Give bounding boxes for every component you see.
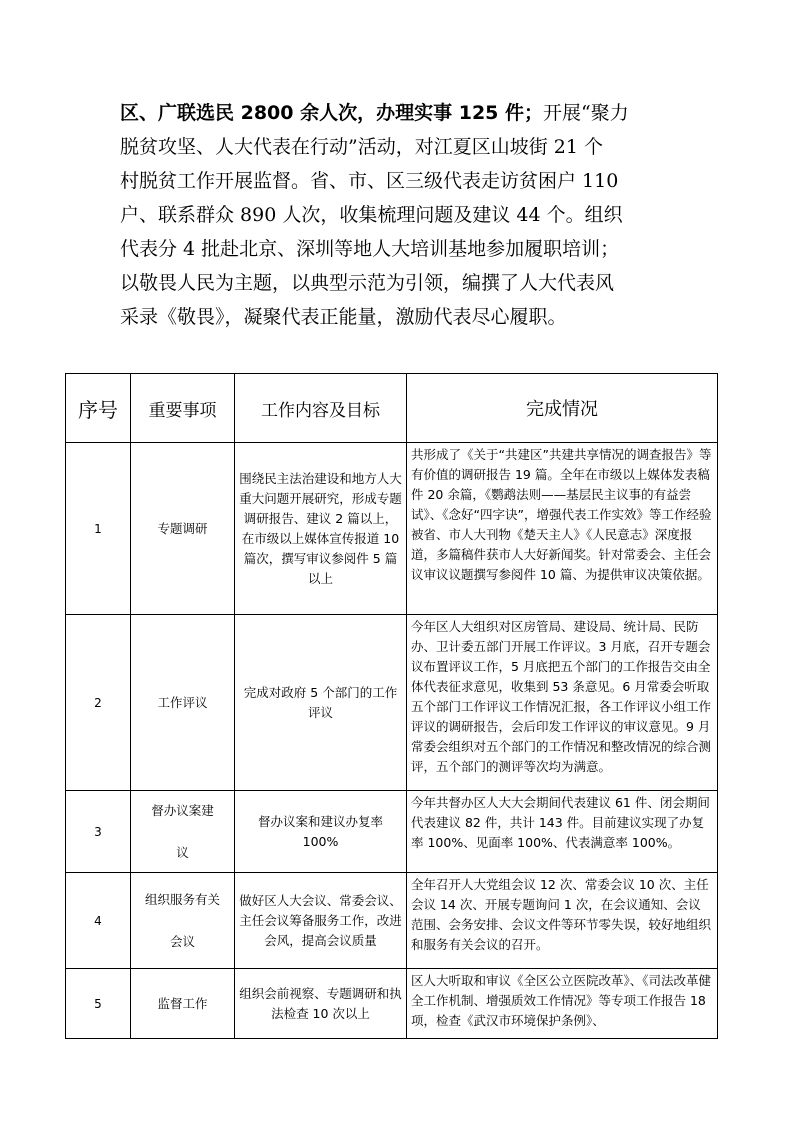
- row-goal: 组织会前视察、专题调研和执法检查 10 次以上: [235, 969, 407, 1039]
- row-no: 1: [66, 443, 131, 615]
- paragraph-line-4: 户、联系群众 890 人次，收集梳理问题及建议 44 个。组织: [120, 204, 623, 226]
- row-done: 共形成了《关于“共建区”共建共享情况的调查报告》等有价值的调研报告 19 篇。全年在市级以上媒体发表稿件 20 余篇，《鹦鹉法则——基层民主议事的有益尝试》、《念好“四字诀”，增强代表工作实效》等工作经验被省、市人大刊物《楚天主人》《人民意志》深度报道，多篇稿件获市人大好新闻奖。针对常委会、主任会议审议议题撰写参阅件 10 篇、为提供审议决策依据。: [407, 443, 718, 615]
- paragraph-line-3: 村脱贫工作开展监督。省、市、区三级代表走访贫困户 110: [120, 170, 619, 192]
- row-item-line-2: 会议: [169, 933, 195, 949]
- row-goal: 督办议案和建议办复率 100%: [235, 791, 407, 873]
- header-item: 重要事项: [131, 374, 235, 443]
- row-item: 工作评议: [131, 615, 235, 791]
- table-row: [66, 969, 718, 1039]
- body-paragraph: [120, 96, 680, 334]
- header-goal: 工作内容及目标: [235, 374, 407, 443]
- row-done: 区人大听取和审议《全区公立医院改革》、《司法改革健全工作机制、增强质效工作情况》等专项工作报告 18 项，检查《武汉市环境保护条例》、: [407, 969, 718, 1039]
- row-done: 今年共督办区人大大会期间代表建议 61 件、闭会期间代表建议 82 件，共计 143 件。目前建议实现了办复率 100%、见面率 100%、代表满意率 100%。: [407, 791, 718, 873]
- header-done: 完成情况: [407, 374, 718, 443]
- row-no: 4: [66, 873, 131, 969]
- paragraph-line-2: 脱贫攻坚、人大代表在行动”活动，对江夏区山坡街 21 个: [120, 136, 603, 158]
- paragraph-line-1: [120, 96, 680, 130]
- row-goal: 完成对政府 5 个部门的工作评议: [235, 615, 407, 791]
- row-goal: 围绕民主法治建设和地方人大重大问题开展研究，形成专题调研报告、建议 2 篇以上，在市级以上媒体宣传报道 10 篇次，撰写审议参阅件 5 篇以上: [235, 443, 407, 615]
- table-row: [66, 443, 718, 615]
- row-item: [131, 791, 235, 873]
- work-table: [65, 373, 718, 1039]
- table-row: [66, 873, 718, 969]
- row-done: 今年区人大组织对区房管局、建设局、统计局、民防办、卫计委五部门开展工作评议。3 月底，召开专题会议布置评议工作，5 月底把五个部门的工作报告交由全体代表征求意见，收集到 53 条意见。6 月常委会听取五个部门工作评议工作情况汇报，各工作评议小组工作评议的调研报告，会后印发工作评议的审议意见。9 月常委会组织对五个部门的工作情况和整改情况的综合测评，五个部门的测评等次均为满意。: [407, 615, 718, 791]
- row-item: 监督工作: [131, 969, 235, 1039]
- row-item: [131, 873, 235, 969]
- table-row: [66, 615, 718, 791]
- row-goal: 做好区人大会议、常委会议、主任会议筹备服务工作，改进会风，提高会议质量: [235, 873, 407, 969]
- row-no: 5: [66, 969, 131, 1039]
- row-item: 专题调研: [131, 443, 235, 615]
- header-no: 序号: [66, 374, 131, 443]
- row-item-line-1: 组织服务有关: [144, 891, 220, 907]
- row-item-line-1: 督办议案建: [151, 802, 214, 818]
- paragraph-line-6: 以敬畏人民为主题，以典型示范为引领，编撰了人大代表风: [120, 272, 615, 294]
- row-no: 2: [66, 615, 131, 791]
- table-header-row: [66, 374, 718, 443]
- paragraph-line-7: 采录《敬畏》，凝聚代表正能量，激励代表尽心履职。: [120, 306, 567, 328]
- row-done: 全年召开人大党组会议 12 次、常委会议 10 次、主任会议 14 次、开展专题询问 1 次，在会议通知、会议范围、会务安排、会议文件等环节零失误，较好地组织和服务有关会议的召开。: [407, 873, 718, 969]
- paragraph-line-1-bold: 区、广联选民 2800 余人次，办理实事 125 件；: [120, 102, 544, 124]
- paragraph-line-5: 代表分 4 批赴北京、深圳等地人大培训基地参加履职培训；: [120, 238, 620, 260]
- table-row: [66, 791, 718, 873]
- row-no: 3: [66, 791, 131, 873]
- row-item-line-2: 议: [176, 844, 189, 860]
- paragraph-line-1-rest: 开展“聚力: [543, 102, 629, 124]
